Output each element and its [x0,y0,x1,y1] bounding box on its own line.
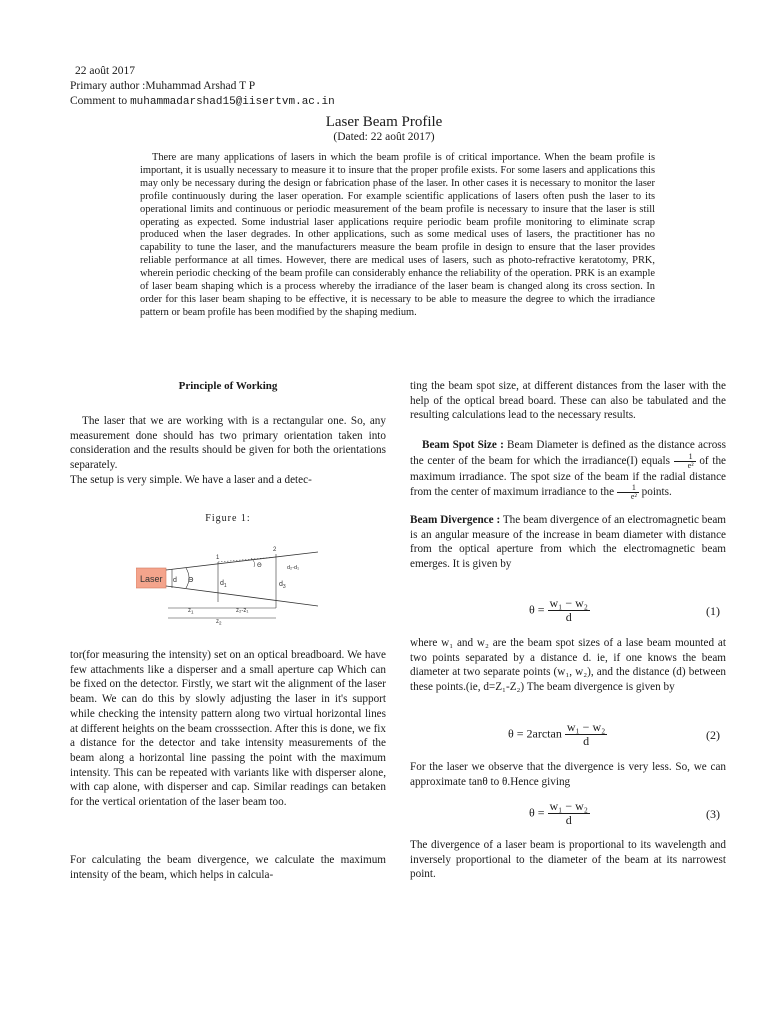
marker-2: 2 [273,547,277,553]
equation-2-number: (2) [706,728,720,742]
header-author: Primary author :Muhammad Arshad T P [70,80,256,92]
left-paragraph-1: The laser that we are working with is a rectangular one. So, any measurement done should has two primary orientation taken into consideration and the results should be given for both the orientations separately. [70,415,386,472]
figure-caption: Figure 1: [205,513,251,524]
header-comment [70,94,335,109]
beam-divergence-paragraph: Beam Divergence : The beam divergence of an electromagnetic beam is an angular measure of the increase in beam diameter with distance from the optical aperture from which the electromagnetic beam emerges. It is given by [410,514,726,571]
paper-dated: (Dated: 22 août 2017) [333,131,435,143]
label-d: d [173,577,177,584]
equation-2: θ = 2arctan $\frac{\text{w₁ − w₂}}{d}$ [508,720,606,748]
header-date: 22 août 2017 [75,65,136,77]
left-paragraph-4: For calculating the beam divergence, we calculate the maximum intensity of the beam, which helps in calcula- [70,854,386,881]
paper-title: Laser Beam Profile [325,114,443,130]
comment-email: muhammadarshad15@iisertvm.ac.in [130,96,335,108]
label-d1: $d_1$ [220,580,227,589]
equation-1-number: (1) [706,604,720,618]
label-d2-d1: d₂-d₁ [287,565,299,571]
abstract: There are many applications of lasers in which the beam profile is of critical importance. When the beam profile is important, it is usually necessary to measure it to insure that the proper profile exists. For some lasers and applications this may only be necessary during the design or fabrication phase of the laser. In other cases it is necessary to monitor the laser profile continuously during the laser operation. For example scientific applications of lasers often push the laser to its operational limits and continuous or periodic measurement of the beam profile is necessary to insure that the laser is still operating as expected. Some industrial laser applications require periodic beam profile monitoring to eliminate scrap produced when the laser degrades. In other applications, such as some medical uses of lasers, the practitioner has no capability to tune the laser, and the manufacturers measure the beam profile in design to ensure that the laser provides reliable performance at all times. However, there are medical uses of lasers, such as photo-refractive keratotomy, PRK, wherein periodic checking of the beam profile can considerably enhance the reliability of the operation. PRK is an example of laser beam shaping which is a process whereby the irradiance of the laser beam is changed along its cross section. In order for this laser beam shaping to be effective, it is necessary to be able to measure the degree to which the irradiance pattern or beam profile has been modified by the shaping medium. [140,152,655,318]
beam-spot-size-paragraph: Beam Spot Size : Beam Diameter is defined as the distance across the center of the beam for which the irradiance(I) equals $\frac{1}{\text{e²}}$ of the maximum irradiance. The spot size of the beam if the radial distance from the center of maximum irradiance to the $\frac{1}{\text{e²}}$ points. [410,439,726,502]
theta-label: Θ [188,576,194,584]
left-paragraph-2: The setup is very simple. We have a laser and a detec- [70,474,312,486]
left-paragraph-3: tor(for measuring the intensity) set on an optical breadboard. We have few attachments like a disperser and a small aperture cap Which can be fixed on the detector. Firstly, we start wit the alignment of the laser beam. We can do this by slowly adjusting the laser in it's support while checking the intensity pattern along two virtual horizontal lines at different heights on the beam crosssection. After this is done, we fix a distance for the detector and take intensity measurements of the beam along a horizontal line passing the point with the maximum intensity. This can be repeated with variants like with disperser alone, with cap alone, with disperser and cap. Similar readings can betaken for the vertical orientation of the laser beam too. [70,649,386,809]
label-z2: $z_2$ [216,619,222,626]
right-paragraph-1: ting the beam spot size, at different distances from the laser with the help of the optical bread board. These can also be tabulated and the resulting calculations lead to the necessary results. [410,380,726,422]
equation-1: θ = $\frac{\text{w₁ − w₂}}{d}$ [529,596,588,624]
marker-1: 1 [216,555,220,561]
label-d3: $d_3$ [279,581,286,590]
label-z1: $z_1$ [188,608,194,615]
dotted-ref-line [218,557,276,562]
spot-size-heading: Beam Spot Size : [422,439,504,451]
beam-lower-edge [166,586,318,606]
divergence-heading: Beam Divergence : [410,514,501,526]
fraction-1-over-e2: $\frac{1}{\text{e²}}$ [674,453,696,470]
theta-label-2: Θ [257,562,262,569]
figure-beam-diagram [136,540,326,626]
label-z2-z1: z₂-z₁ [236,608,249,614]
section-title: Principle of Working [178,380,278,392]
comment-prefix: Comment to [70,95,131,107]
where-paragraph: where w₁ and w₂ are the beam spot sizes of a lase beam mounted at two points separated by a distance d. ie, if one knows the beam diameter at two separate points (w₁, w₂), and the distance (d) between these points.(ie, d=Z₁-Z₂) The beam divergence is given by [410,637,726,694]
fraction-1-over-e2-b: $\frac{1}{\text{e²}}$ [617,484,639,501]
equation-3-number: (3) [706,807,720,821]
laser-label: Laser [140,574,163,584]
approx-paragraph: For the laser we observe that the divergence is very less. So, we can approximate tanθ to θ.Hence giving [410,761,726,788]
equation-3: θ = $\frac{\text{w₁ − w₂}}{d}$ [529,799,588,827]
final-paragraph: The divergence of a laser beam is proportional to its wavelength and inversely proportional to the diameter of the beam at its narrowest point. [410,839,726,881]
